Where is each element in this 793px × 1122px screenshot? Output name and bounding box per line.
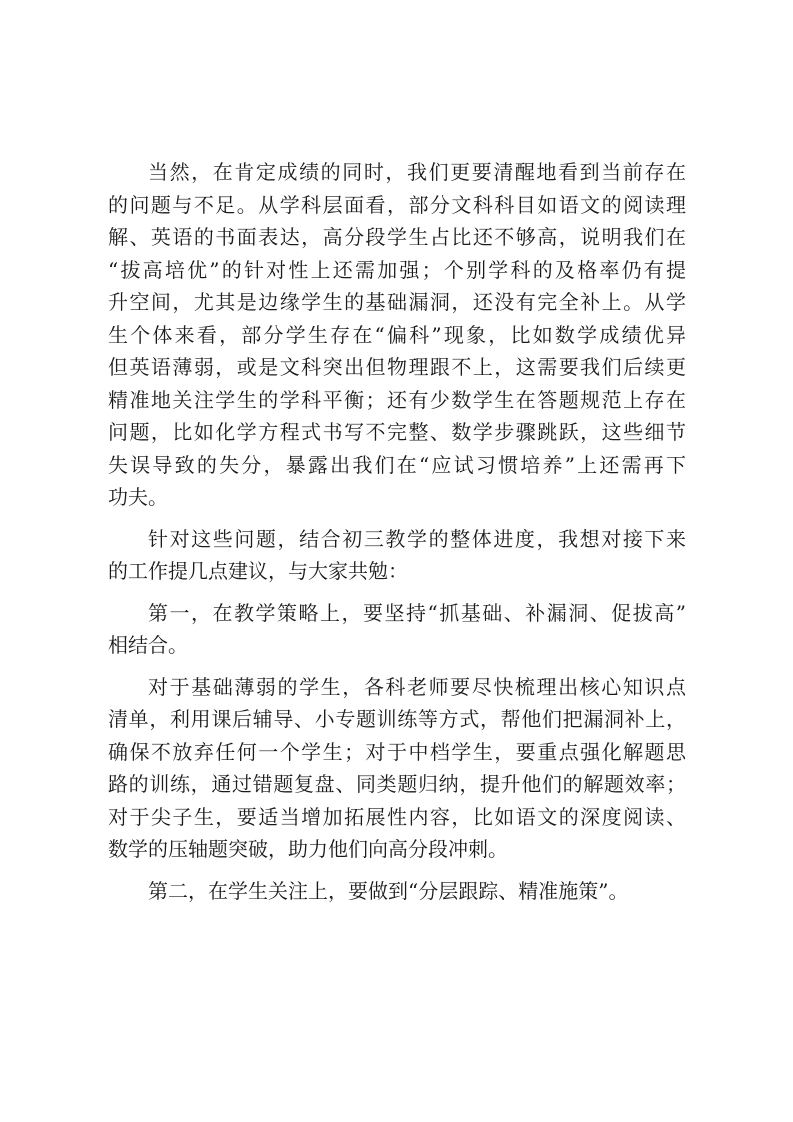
text-line: 问题，比如化学方程式书写不完整、数学步骤跳跃，这些细节	[108, 420, 686, 444]
text-line: 解、英语的书面表达，高分段学生占比还不够高，说明我们在	[108, 225, 686, 249]
text-line: 对于基础薄弱的学生，各科老师要尽快梳理出核心知识点	[148, 674, 686, 699]
paragraph-problems	[108, 156, 686, 514]
text-line: 的问题与不足。从学科层面看，部分文科科目如语文的阅读理	[108, 192, 686, 217]
document-body	[108, 156, 686, 907]
text-line: 路的训练，通过错题复盘、同类题归纳，提升他们的解题效率；	[108, 772, 686, 796]
paragraph-suggestions-intro	[108, 523, 686, 588]
text-line: 数学的压轴题突破，助力他们向高分段冲刺。	[108, 837, 508, 861]
text-line: 失误导致的失分，暴露出我们在“应试习惯培养”上还需再下	[108, 452, 686, 477]
text-line: 升空间，尤其是边缘学生的基础漏洞，还没有完全补上。从学	[108, 290, 686, 314]
text-line: 确保不放弃任何一个学生；对于中档学生，要重点强化解题思	[108, 739, 686, 764]
paragraph-strategy-detail	[108, 671, 686, 866]
text-line: 针对这些问题，结合初三教学的整体进度，我想对接下来	[148, 526, 686, 551]
text-line: 清单，利用课后辅导、小专题训练等方式，帮他们把漏洞补上，	[108, 707, 686, 731]
text-line: “拔高培优”的针对性上还需加强；个别学科的及格率仍有提	[108, 257, 686, 282]
text-line: 对于尖子生，要适当增加拓展性内容，比如语文的深度阅读、	[108, 804, 686, 829]
text-line: 第二，在学生关注上，要做到“分层跟踪、精准施策”。	[148, 878, 629, 903]
text-line: 的工作提几点建议，与大家共勉：	[108, 559, 408, 583]
text-line: 精准地关注学生的学科平衡；还有少数学生在答题规范上存在	[108, 387, 686, 412]
text-line: 生个体来看，部分学生存在“偏科”现象，比如数学成绩优异	[108, 322, 686, 347]
paragraph-student-focus-heading	[108, 875, 686, 908]
text-line: 相结合。	[108, 633, 188, 657]
text-line: 第一，在教学策略上，要坚持“抓基础、补漏洞、促拔高”	[148, 600, 686, 625]
text-line: 功夫。	[108, 485, 168, 509]
paragraph-strategy-heading	[108, 597, 686, 662]
text-line: 但英语薄弱，或是文科突出但物理跟不上，这需要我们后续更	[108, 355, 686, 379]
text-line: 当然，在肯定成绩的同时，我们更要清醒地看到当前存在	[148, 160, 686, 184]
